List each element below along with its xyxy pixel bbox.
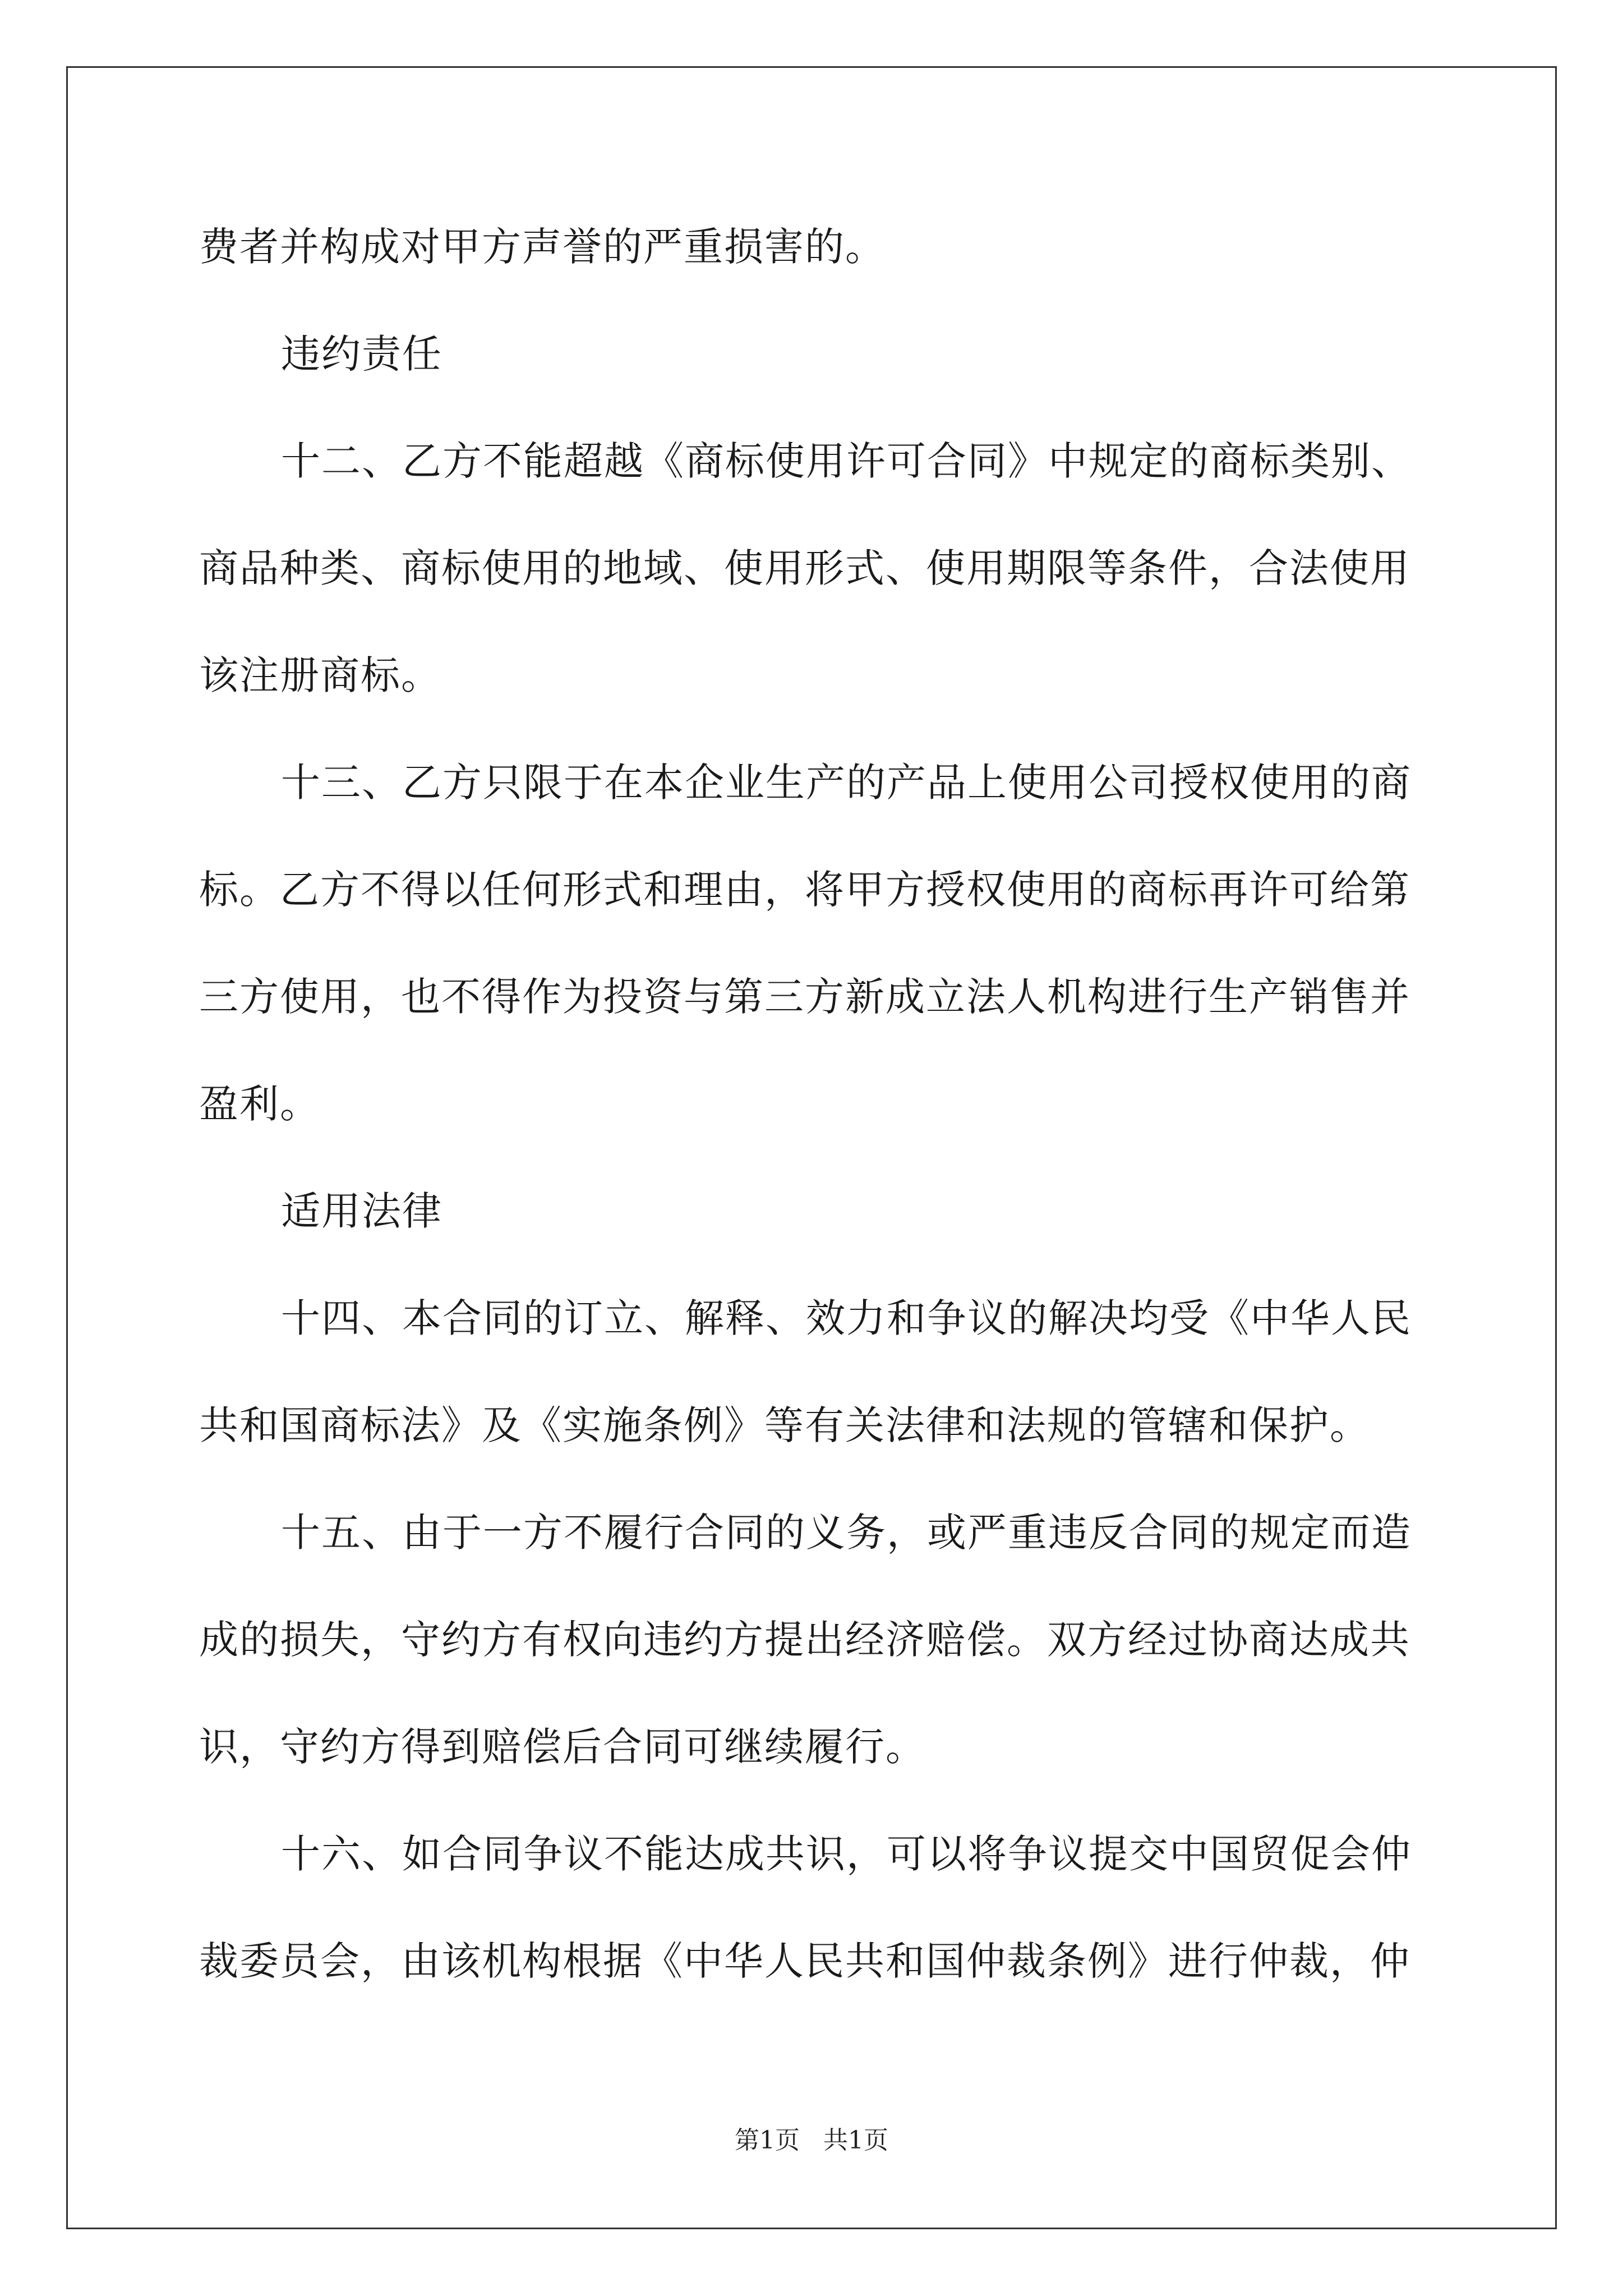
section-heading-breach: 违约责任 <box>281 331 442 377</box>
text-line: 标。乙方不得以任何形式和理由，将甲方授权使用的商标再许可给第 <box>199 867 1410 913</box>
text-line: 十二、乙方不能超越《商标使用许可合同》中规定的商标类别、 <box>281 438 1412 484</box>
text-line: 成的损失，守约方有权向违约方提出经济赔偿。双方经过协商达成共 <box>199 1617 1410 1663</box>
text-line: 十五、由于一方不履行合同的义务，或严重违反合同的规定而造 <box>281 1510 1412 1556</box>
page-number-current: 第1页 <box>735 2126 800 2155</box>
text-line: 十六、如合同争议不能达成共识，可以将争议提交中国贸促会仲 <box>281 1831 1412 1877</box>
text-line: 盈利。 <box>199 1081 320 1127</box>
text-line: 十四、本合同的订立、解释、效力和争议的解决均受《中华人民 <box>281 1295 1412 1341</box>
text-line: 共和国商标法》及《实施条例》等有关法律和法规的管辖和保护。 <box>199 1402 1370 1448</box>
section-heading-law: 适用法律 <box>281 1188 442 1234</box>
page-number-total: 共1页 <box>823 2126 888 2155</box>
text-line: 三方使用，也不得作为投资与第三方新成立法人机构进行生产销售并 <box>199 974 1410 1020</box>
page-footer <box>0 2124 1623 2157</box>
text-line: 识，守约方得到赔偿后合同可继续履行。 <box>199 1724 926 1770</box>
text-line: 十三、乙方只限于在本企业生产的产品上使用公司授权使用的商 <box>281 760 1412 806</box>
text-line: 裁委员会，由该机构根据《中华人民共和国仲裁条例》进行仲裁，仲 <box>199 1938 1410 1984</box>
page-border <box>66 66 1557 2229</box>
text-line: 该注册商标。 <box>199 652 441 698</box>
text-line: 商品种类、商标使用的地域、使用形式、使用期限等条件，合法使用 <box>199 545 1410 591</box>
text-line: 费者并构成对甲方声誉的严重损害的。 <box>199 224 886 270</box>
